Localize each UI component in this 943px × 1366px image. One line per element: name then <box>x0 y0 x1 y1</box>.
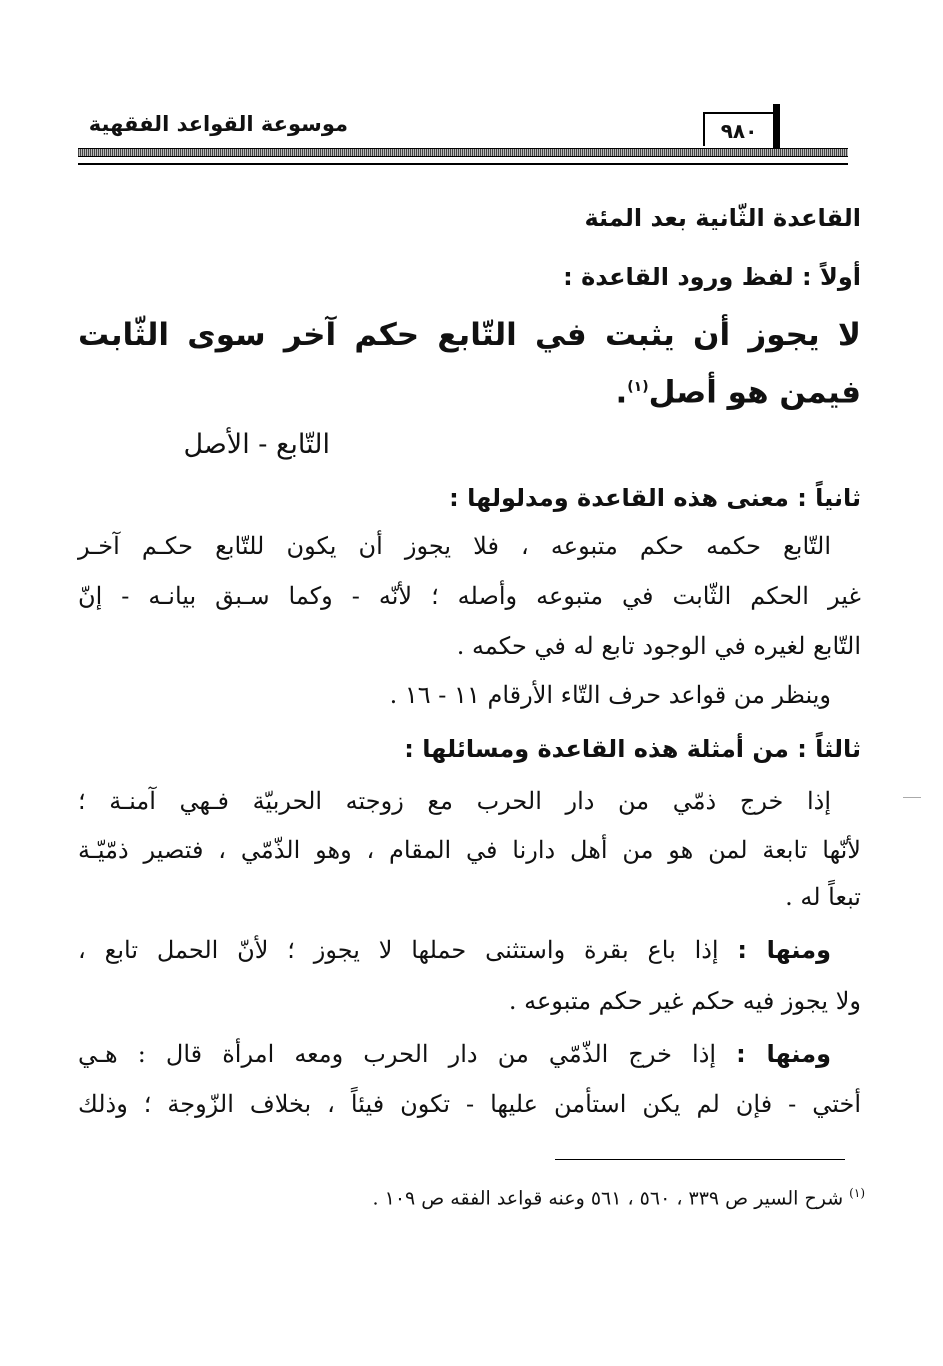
example2-line1 <box>78 935 831 965</box>
section2-line2: غير الحكم الثّابت في متبوعه وأصله ؛ لأنّه - وكما سـبق بيانـه - إنّ <box>78 582 861 610</box>
section3-line2: لأنّها تابعة لمن هو من أهل دارنا في المقام ، وهو الذّمّي ، فتصير ذمّيّـة <box>78 836 861 864</box>
section2-line1: التّابع حكمه حكم متبوعه ، فلا يجوز أن يكون للتّابع حكـم آخـر <box>78 532 831 560</box>
example3-lead: ومنها : <box>736 1040 831 1068</box>
running-header-title: موسوعة القواعد الفقهية <box>88 112 348 136</box>
footnote <box>373 1180 865 1211</box>
footnote-mark: (١) <box>849 1186 865 1200</box>
example3-line1 <box>78 1039 831 1069</box>
rule-text-line2-text: فيمن هو أصل <box>648 374 861 411</box>
footnote-text: شرح السير ص ٣٣٩ ، ٥٦٠ ، ٥٦١ وعنه قواعد الفقه ص ١٠٩ . <box>372 1187 850 1210</box>
example2-line2: ولا يجوز فيه حكم غير حكم متبوعه . <box>508 987 861 1015</box>
header-rule <box>78 148 848 157</box>
header-rule-thin <box>78 163 848 165</box>
example2-text: إذا باع بقرة واستثنى حملها لا يجوز ؛ لأنّ الحمل تابع ، <box>78 936 738 964</box>
section3-heading: ثالثاً : من أمثلة هذه القاعدة ومسائلها : <box>404 735 861 763</box>
example3-line2: أختي - فإن لم يكن استأمن عليها - تكون فيئاً ، بخلاف الزّوجة ؛ وذلك <box>78 1090 861 1118</box>
example2-lead: ومنها : <box>737 936 831 964</box>
page-number-bar <box>773 104 780 152</box>
example3-text: إذا خرج الذّمّي من دار الحرب ومعه امرأة قال : هـي <box>78 1040 737 1068</box>
footnote-ref: (١) <box>627 379 649 395</box>
page-number: ٩٨٠ <box>703 112 773 146</box>
footnote-rule <box>555 1159 845 1160</box>
section3-line1: إذا خرج ذمّي من دار الحرب مع زوجته الحربيّة فـهي آمنـة ؛ <box>78 787 831 815</box>
section1-heading: أولاً : لفظ ورود القاعدة : <box>563 263 861 291</box>
section3-line3: تبعاً له . <box>785 883 861 911</box>
section2-heading: ثانياً : معنى هذه القاعدة ومدلولها : <box>449 484 861 512</box>
keywords: التّابع - الأصل <box>183 429 330 460</box>
section2-line4: وينظر من قواعد حرف التّاء الأرقام ١١ - ١٦ . <box>389 681 831 709</box>
section2-line3: التّابع لغيره في الوجود تابع له في حكمه . <box>456 632 861 660</box>
rule-text-end: . <box>615 374 628 411</box>
rule-text-line1: لا يجوز أن يثبت في التّابع حكم آخر سوى الثّابت <box>78 317 861 353</box>
margin-mark <box>903 797 921 798</box>
rule-text-line2 <box>615 366 861 413</box>
rule-title: القاعدة الثّانية بعد المئة <box>584 204 861 232</box>
